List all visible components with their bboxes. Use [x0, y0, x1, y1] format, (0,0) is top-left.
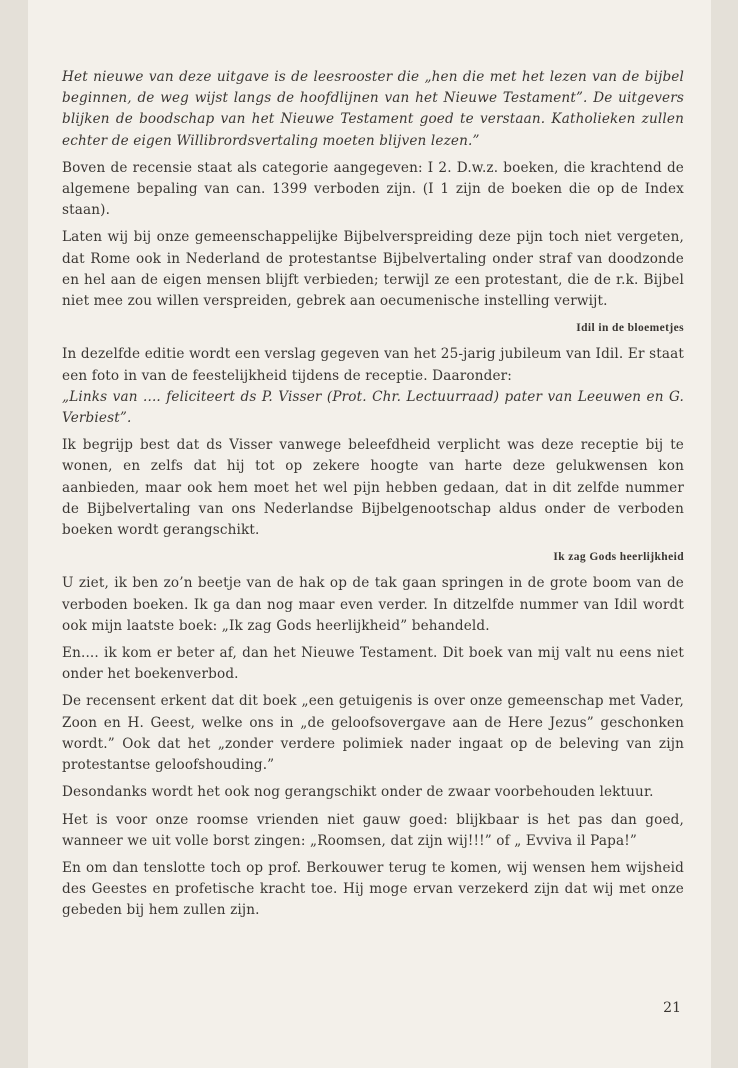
paragraph: Laten wij bij onze gemeenschappelijke Bijbelverspreiding deze pijn toch niet vergeten, dat Rome ook in Nederland de protestantse Bijbelvertaling onder straf van doodzonde en hel aan de eigen mensen blijft verbieden; terwijl ze een protestant, die de r.k. Bijbel niet mee zou willen verspreiden, gebrek aan oecumenische instelling verwijt. [62, 229, 684, 310]
book-page [28, 0, 711, 1068]
page-number: 21 [663, 1000, 681, 1016]
section-heading: Ik zag Gods heerlijkheid [553, 551, 684, 564]
section-heading: Idil in de bloemetjes [576, 322, 684, 335]
photo-caption-quote: „Links van .... feliciteert ds P. Visser (Prot. Chr. Lectuurraad) pater van Leeuwen en G. Verbiest”. [62, 388, 684, 427]
paragraph: De recensent erkent dat dit boek „een getuigenis is over onze gemeenschap met Vader, Zoon en H. Geest, welke ons in „de geloofsovergave aan de Here Jezus” geschonken wordt.” Ook dat het „zonder verdere polimiek nader ingaat op de beleving van zijn protestantse geloofshouding.” [62, 693, 684, 774]
body-text [62, 67, 684, 928]
paragraph: U ziet, ik ben zo’n beetje van de hak op de tak gaan springen in de grote boom van de verboden boeken. Ik ga dan nog maar even verder. In ditzelfde nummer van Idil wordt ook mijn laatste boek: „Ik zag Gods heerlijkheid” behandeld. [62, 575, 684, 634]
paragraph: Desondanks wordt het ook nog gerangschikt onder de zwaar voorbehouden lektuur. [62, 784, 654, 801]
quote-paragraph: Het nieuwe van deze uitgave is de leesrooster die „hen die met het lezen van de bijbel beginnen, de weg wijst langs de hoofdlijnen van het Nieuwe Testament”. De uitgevers blijken de boodschap van het Nieuwe Testament goed te verstaan. Katholieken zullen echter de eigen Willibrordsvertaling moeten blijven lezen.” [62, 69, 684, 149]
paragraph: In dezelfde editie wordt een verslag gegeven van het 25-jarig jubileum van Idil. Er staat een foto in van de feestelijkheid tijdens de receptie. Daaronder: [62, 346, 684, 384]
paragraph: Het is voor onze roomse vrienden niet gauw goed: blijkbaar is het pas dan goed, wanneer we uit volle borst zingen: „Roomsen, dat zijn wij!!!” of „ Evviva il Papa!” [62, 811, 684, 849]
paragraph: En.... ik kom er beter af, dan het Nieuwe Testament. Dit boek van mij valt nu eens niet onder het boekenverbod. [62, 645, 684, 683]
paragraph: Boven de recensie staat als categorie aangegeven: I 2. D.w.z. boeken, die krachtend de algemene bepaling van can. 1399 verboden zijn. (I 1 zijn de boeken die op de Index staan). [62, 159, 684, 219]
paragraph: En om dan tenslotte toch op prof. Berkouwer terug te komen, wij wensen hem wijsheid des Geestes en profetische kracht toe. Hij moge ervan verzekerd zijn dat wij met onze gebeden bij hem zullen zijn. [62, 859, 684, 919]
paragraph: Ik begrijp best dat ds Visser vanwege beleefdheid verplicht was deze receptie bij te wonen, en zelfs dat hij tot op zekere hoogte van harte deze gelukwensen kon aanbieden, maar ook hem moet het wel pijn hebben gedaan, dat in dit zelfde nummer de Bijbelvertaling van ons Nederlandse Bijbelgenootschap aldus onder de verboden boeken wordt gerangschikt. [62, 437, 684, 539]
